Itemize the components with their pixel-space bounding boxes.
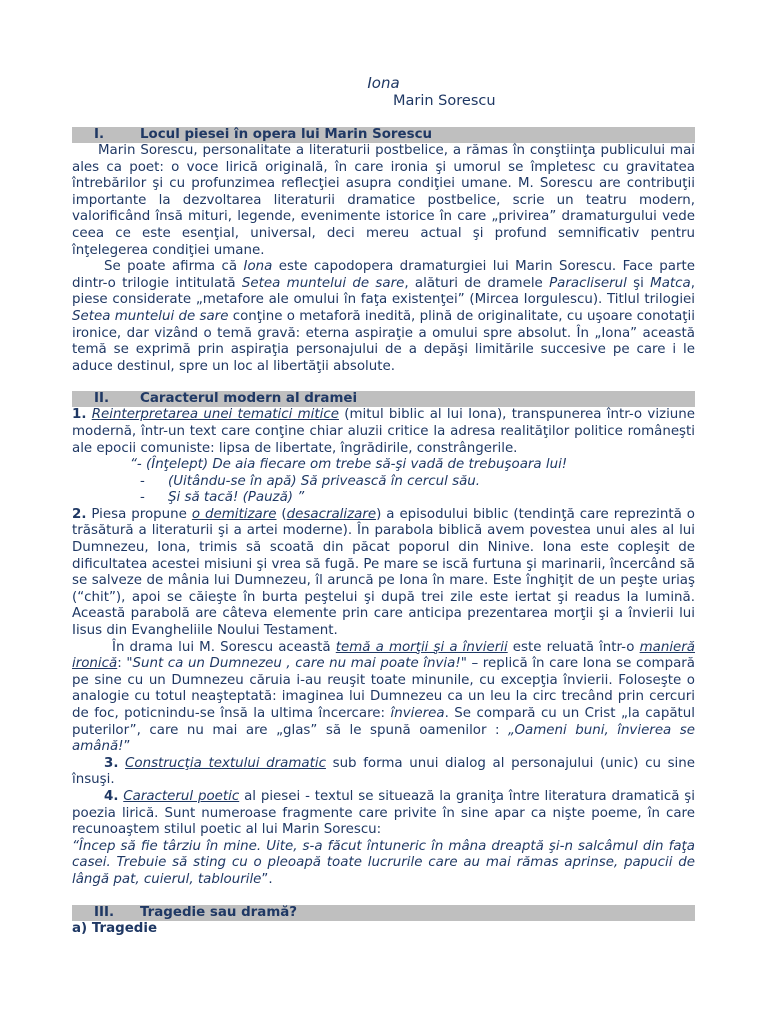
text-run: este capodopera dramaturgiei lui Marin Sorescu. Face parte dintr-o trilogie intitulată xyxy=(72,259,695,291)
section-heading-2 xyxy=(72,391,695,407)
dash-marker: - xyxy=(140,473,145,489)
section-number: II. xyxy=(94,391,110,407)
quote-line xyxy=(72,474,695,491)
italic-text: Paracliserul xyxy=(549,275,627,291)
spacer xyxy=(72,889,695,905)
paragraph xyxy=(72,259,695,375)
document-title: Iona xyxy=(367,74,400,92)
text-run: şi xyxy=(626,275,651,291)
text-run: ” xyxy=(123,739,131,755)
text-run: În drama lui M. Sorescu această xyxy=(112,639,336,655)
text-run: Se poate afirma că xyxy=(104,259,244,275)
italic-text: "Sunt ca un Dumnezeu , care nu mai poate învia!" xyxy=(126,656,467,672)
text-run: , piese considerate „metafore ale omului în faţa existenţei” (Mircea Iorgulescu). Titlul trilogiei xyxy=(72,275,695,308)
text-run: , alături de dramele xyxy=(404,275,550,291)
text-run: ) a episodului biblic (tendinţă care reprezintă o trăsătură a literaturii şi a artei moderne). În parabola biblică avem povestea unui ales al lui Dumnezeu, Iona, trimis să scoată din păcat poporul din Ninive. Iona este copleşit de dificultatea acestei misiuni şi vrea să fugă. Pe mare se iscă furtuna şi marinarii, încercând să se salveze de mânia lui Dumnezeu, îl aruncă pe Iona în mare. Este înghiţit de un peşte uriaş (“chit”), apoi se căieşte în burta peştelui şi după trei zile este iertat şi readus la lumină. Această parabolă are câteva elemente prin care anticipa prezentarea morţii şi a învierii lui Iisus din Evangheliile Noului Testament. xyxy=(72,506,695,639)
section-number: III. xyxy=(94,904,115,920)
text-run: conţine o metaforă inedită, plină de originalitate, cu uşoare conotaţii ironice, dar vizând o temă gravă: eterna aspiraţie a omului spre absolut. În „Iona” această temă se exprimă prin aspiraţia personajului de a depăşi limitările succesive pe care i le aduce destinul, spre un loc al libertăţii absolute. xyxy=(72,308,695,374)
italic-text: învierea xyxy=(390,706,445,721)
list-item-3 xyxy=(72,756,695,789)
underlined-term: Caracterul poetic xyxy=(123,788,240,804)
text-run: Piesa propune xyxy=(86,506,192,522)
text-run: ”. xyxy=(261,871,273,887)
poem-quote xyxy=(72,839,695,889)
underlined-term: Reinterpretarea unei tematici mitice xyxy=(91,407,339,423)
italic-text: Matca xyxy=(650,275,691,291)
item-number: 1. xyxy=(72,407,87,423)
section-title: Tragedie sau dramă? xyxy=(140,904,298,920)
quote-text: (Uitându-se în apă) Să privească în cercul său. xyxy=(168,473,481,489)
text-run: : xyxy=(117,656,127,672)
italic-text: Iona xyxy=(243,259,273,275)
section-heading-3 xyxy=(72,905,695,921)
list-item-2 xyxy=(72,507,695,640)
section-title: Caracterul modern al dramei xyxy=(140,391,358,407)
section-number: I. xyxy=(94,127,105,142)
text-run: (mitul biblic al lui Iona), transpunerea într-o viziune modernă, într-un text care conţine chiar aluzii critice la adresa realităţilor politice româneşti ale epocii comuniste: lipsa de libertate, îngrădirile, constrângerile. xyxy=(72,407,696,456)
italic-text: “Încep să fie târziu în mine. Uite, s-a făcut întuneric în mâna dreaptă şi-n salcâmul din faţa casei. Trebuie să sting cu o pleoapă toate lucrurile care au mai rămas aprinse, papucii de lângă pat, cuierul, tablourile xyxy=(72,838,695,887)
item-number: 4. xyxy=(104,788,119,804)
underlined-term: manieră ironică xyxy=(72,639,695,672)
document-author: Marin Sorescu xyxy=(393,93,496,109)
list-item-4 xyxy=(72,789,695,839)
item-number: 2. xyxy=(72,506,87,522)
italic-text: „Oameni buni, învierea se amână! xyxy=(72,722,695,755)
text-run: . Se compară cu un Crist „la capătul puterilor”, care nu mai are „glas” să le spună oamenilor : xyxy=(72,706,695,738)
underlined-term: desacralizare xyxy=(286,506,377,522)
italic-text: Setea muntelui de sare xyxy=(241,275,405,291)
underlined-term: Construcţia textului dramatic xyxy=(125,755,326,771)
italic-text: Setea muntelui de sare xyxy=(72,308,229,324)
dash-marker: - xyxy=(140,490,145,506)
item-number: 3. xyxy=(104,755,119,771)
paragraph xyxy=(72,640,695,756)
quote-text: Şi să tacă! (Pauză) ” xyxy=(168,490,305,506)
quote-line xyxy=(72,490,695,507)
quote-line: “- (Înţelept) De aia fiecare om trebe să-şi vadă de trebuşoara lui! xyxy=(130,457,568,473)
text-run: ( xyxy=(276,506,287,522)
section-title: Locul piesei în opera lui Marin Sorescu xyxy=(140,127,433,142)
underlined-term: o demitizare xyxy=(191,506,277,522)
text-run: sub forma unui dialog al personajului (unic) cu sine însuşi. xyxy=(72,755,695,788)
paragraph: Marin Sorescu, personalitate a literaturii postbelice, a rămas în conştiinţa publicului mai ales ca poet: o voce lirică originală, în care ironia şi umorul se împletesc cu gravitatea întrebărilor şi cu profunzimea reflecţiei asupra condiţiei umane. M. Sorescu are contribuţii importante la dezvoltarea literaturii dramatice postbelice, scrie un teatru modern, valorificând însă mituri, legende, evenimente istorice în care „privirea” dramaturgului vede ceea ce este esenţial, universal, deci mereu actual şi profund semnificativ pentru înţelegerea condiţiei umane. xyxy=(72,143,695,258)
subsection-heading: a) Tragedie xyxy=(72,920,158,936)
text-run: – replică în care Iona se compară pe sine cu un Dumnezeu căruia i-au reuşit toate minunile, cu excepţia învierii. Foloseşte o analogie cu totul neaşteptată: imaginea lui Dumnezeu ca un leu la circ trecând prin cercuri de foc, poticnindu-se însă la ultima încercare: xyxy=(72,656,695,721)
underlined-term: temă a morţii şi a învierii xyxy=(335,639,508,655)
section-heading-1 xyxy=(72,127,695,143)
text-run: este reluată într-o xyxy=(507,639,640,655)
text-run: al piesei - textul se situează la graniţa între literatura dramatică şi poezia lirică. Sunt numeroase fragmente care privite în sine apar ca nişte poeme, în care recunoaştem stilul poetic al lui Marin Sorescu: xyxy=(72,788,696,838)
spacer xyxy=(72,375,695,391)
list-item-1 xyxy=(72,407,695,457)
